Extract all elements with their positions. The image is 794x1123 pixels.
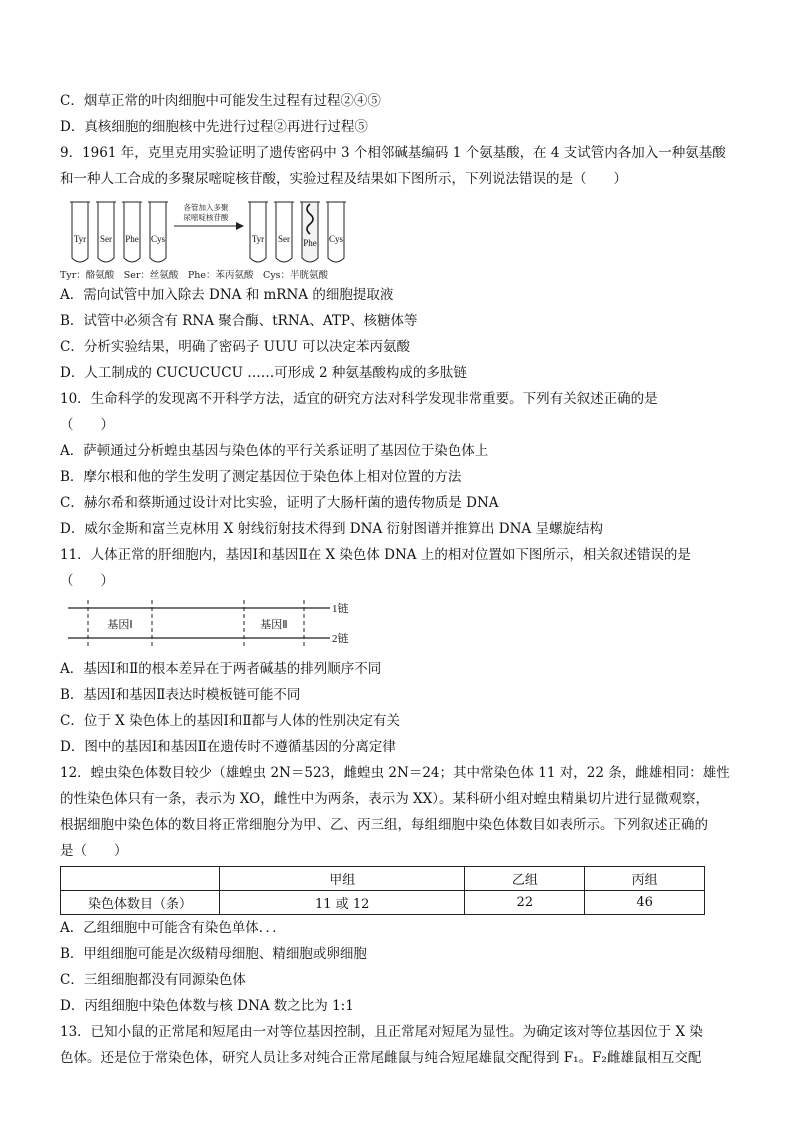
q10-stem-line1: 10．生命科学的发现离不开科学方法，适宜的研究方法对科学发现非常重要。下列有关叙述正确的是 bbox=[60, 391, 658, 407]
q12-option-c: C．三组细胞都没有同源染色体 bbox=[60, 972, 246, 988]
table-header-cell: 丙组 bbox=[585, 867, 705, 891]
q11-stem-line2: （ ） bbox=[60, 573, 114, 589]
q11-stem-line1: 11．人体正常的肝细胞内，基因Ⅰ和基因Ⅱ在 X 染色体 DNA 上的相对位置如下图所示，相关叙述错误的是 bbox=[60, 547, 691, 563]
table-row-label: 染色体数目（条） bbox=[61, 891, 220, 915]
process-arrow bbox=[174, 202, 244, 230]
q12-stem-line2: 的性染色体只有一条，表示为 XO，雌性中为两条，表示为 XX）。某科研小组对蝗虫精巢切片进行显微观察， bbox=[60, 791, 709, 807]
q9-test-tube-figure bbox=[60, 192, 740, 270]
tube-left-1-label: Tyr bbox=[73, 234, 87, 244]
table-header-cell bbox=[61, 867, 220, 891]
tube-left-4 bbox=[148, 202, 168, 262]
table-header-cell: 甲组 bbox=[220, 867, 465, 891]
exam-page bbox=[60, 88, 740, 1071]
q13-stem-line1: 13．已知小鼠的正常尾和短尾由一对等位基因控制，且正常尾对短尾为显性。为确定该对等位基因位于 X 染 bbox=[60, 1024, 703, 1040]
table-row bbox=[61, 891, 705, 915]
tube-left-4-label: Cys bbox=[150, 234, 166, 244]
dna-strand-diagram bbox=[68, 598, 368, 656]
q13-stem-line2: 色体。还是位于常染色体，研究人员让多对纯合正常尾雌鼠与纯合短尾雄鼠交配得到 F₁。F₂雌雄鼠相互交配 bbox=[60, 1050, 702, 1066]
q12-option-a: A．乙组细胞中可能含有染色单体．．． bbox=[60, 920, 286, 936]
gene-2-label: 基因Ⅱ bbox=[260, 619, 288, 631]
q12-stem-line4: 是（ ） bbox=[60, 843, 128, 859]
tube-right-3 bbox=[300, 202, 320, 262]
arrow-label-line2: 尿嘧啶核苷酸 bbox=[183, 213, 229, 222]
q12-option-d: D．丙组细胞中染色体数与核 DNA 数之比为 1:1 bbox=[60, 998, 354, 1014]
q9-stem-line2: 和一种人工合成的多聚尿嘧啶核苷酸，实验过程及结果如下图所示，下列说法错误的是（ ） bbox=[60, 171, 627, 187]
q10-option-c: C．赫尔希和蔡斯通过设计对比实验，证明了大肠杆菌的遗传物质是 DNA bbox=[60, 495, 499, 511]
q11-option-a: A．基因Ⅰ和Ⅱ的根本差异在于两者碱基的排列顺序不同 bbox=[60, 661, 382, 677]
tube-right-4-label: Cys bbox=[328, 234, 344, 244]
tube-left-3 bbox=[122, 202, 142, 262]
test-tube-diagram bbox=[68, 196, 398, 268]
tube-left-3-label: Phe bbox=[125, 234, 139, 244]
chromosome-count-table bbox=[60, 866, 705, 915]
tube-right-2-label: Ser bbox=[278, 234, 290, 244]
q9-option-d: D．人工制成的 CUCUCUCU ……可形成 2 种氨基酸构成的多肽链 bbox=[60, 365, 467, 381]
table-cell: 22 bbox=[465, 891, 585, 915]
q8-option-c: C．烟草正常的叶肉细胞中可能发生过程有过程②④⑤ bbox=[60, 93, 381, 109]
q10-option-d: D．威尔金斯和富兰克林用 X 射线衍射技术得到 DNA 衍射图谱并推算出 DNA 呈螺旋结构 bbox=[60, 521, 603, 537]
tube-right-2 bbox=[274, 202, 294, 262]
q9-option-a: A．需向试管中加入除去 DNA 和 mRNA 的细胞提取液 bbox=[60, 287, 394, 303]
table-header-row bbox=[61, 867, 705, 891]
tube-right-3-label: Phe bbox=[303, 238, 317, 248]
q12-stem-line1: 12．蝗虫染色体数目较少（雄蝗虫 2N＝523，雌蝗虫 2N＝24；其中常染色体 11 对，22 条，雌雄相同：雄性 bbox=[60, 765, 730, 781]
tube-left-2-label: Ser bbox=[100, 234, 112, 244]
q9-stem-line1: 9．1961 年，克里克用实验证明了遗传密码中 3 个相邻碱基编码 1 个氨基酸，在 4 支试管内各加入一种氨基酸 bbox=[60, 145, 726, 161]
q10-stem-line2: （ ） bbox=[60, 417, 114, 433]
q11-option-d: D．图中的基因Ⅰ和基因Ⅱ在遗传时不遵循基因的分离定律 bbox=[60, 739, 396, 755]
q11-dna-figure bbox=[60, 598, 740, 656]
q8-option-d: D．真核细胞的细胞核中先进行过程②再进行过程⑤ bbox=[60, 119, 368, 135]
arrow-label-line1: 各管加入多聚 bbox=[183, 203, 229, 212]
q10-option-b: B．摩尔根和他的学生发明了测定基因位于染色体上相对位置的方法 bbox=[60, 469, 462, 485]
gene-1-label: 基因Ⅰ bbox=[107, 619, 133, 631]
q12-stem-line3: 根据细胞中染色体的数目将正常细胞分为甲、乙、丙三组，每组细胞中染色体数目如表所示。下列叙述正确的 bbox=[60, 817, 708, 833]
q12-option-b: B．甲组细胞可能是次级精母细胞、精细胞或卵细胞 bbox=[60, 946, 367, 962]
tube-left-1 bbox=[70, 202, 90, 262]
q9-option-c: C．分析实验结果，明确了密码子 UUU 可以决定苯丙氨酸 bbox=[60, 339, 411, 355]
q9-figure-caption: Tyr：酪氨酸 Ser：丝氨酸 Phe：苯丙氨酸 Cys：半胱氨酸 bbox=[60, 270, 329, 281]
tube-left-2 bbox=[96, 202, 116, 262]
q11-option-b: B．基因Ⅰ和基因Ⅱ表达时模板链可能不同 bbox=[60, 687, 301, 703]
tube-right-4 bbox=[326, 202, 346, 262]
strand-1-label: 1链 bbox=[332, 603, 349, 615]
tube-right-1 bbox=[248, 202, 268, 262]
q10-option-a: A．萨顿通过分析蝗虫基因与染色体的平行关系证明了基因位于染色体上 bbox=[60, 443, 489, 459]
table-header-cell: 乙组 bbox=[465, 867, 585, 891]
table-cell: 46 bbox=[585, 891, 705, 915]
tube-right-1-label: Tyr bbox=[251, 234, 265, 244]
q9-option-b: B．试管中必须含有 RNA 聚合酶、tRNA、ATP、核糖体等 bbox=[60, 313, 418, 329]
table-cell: 11 或 12 bbox=[220, 891, 465, 915]
strand-2-label: 2链 bbox=[332, 633, 349, 645]
q11-option-c: C．位于 X 染色体上的基因Ⅰ和Ⅱ都与人体的性别决定有关 bbox=[60, 713, 401, 729]
